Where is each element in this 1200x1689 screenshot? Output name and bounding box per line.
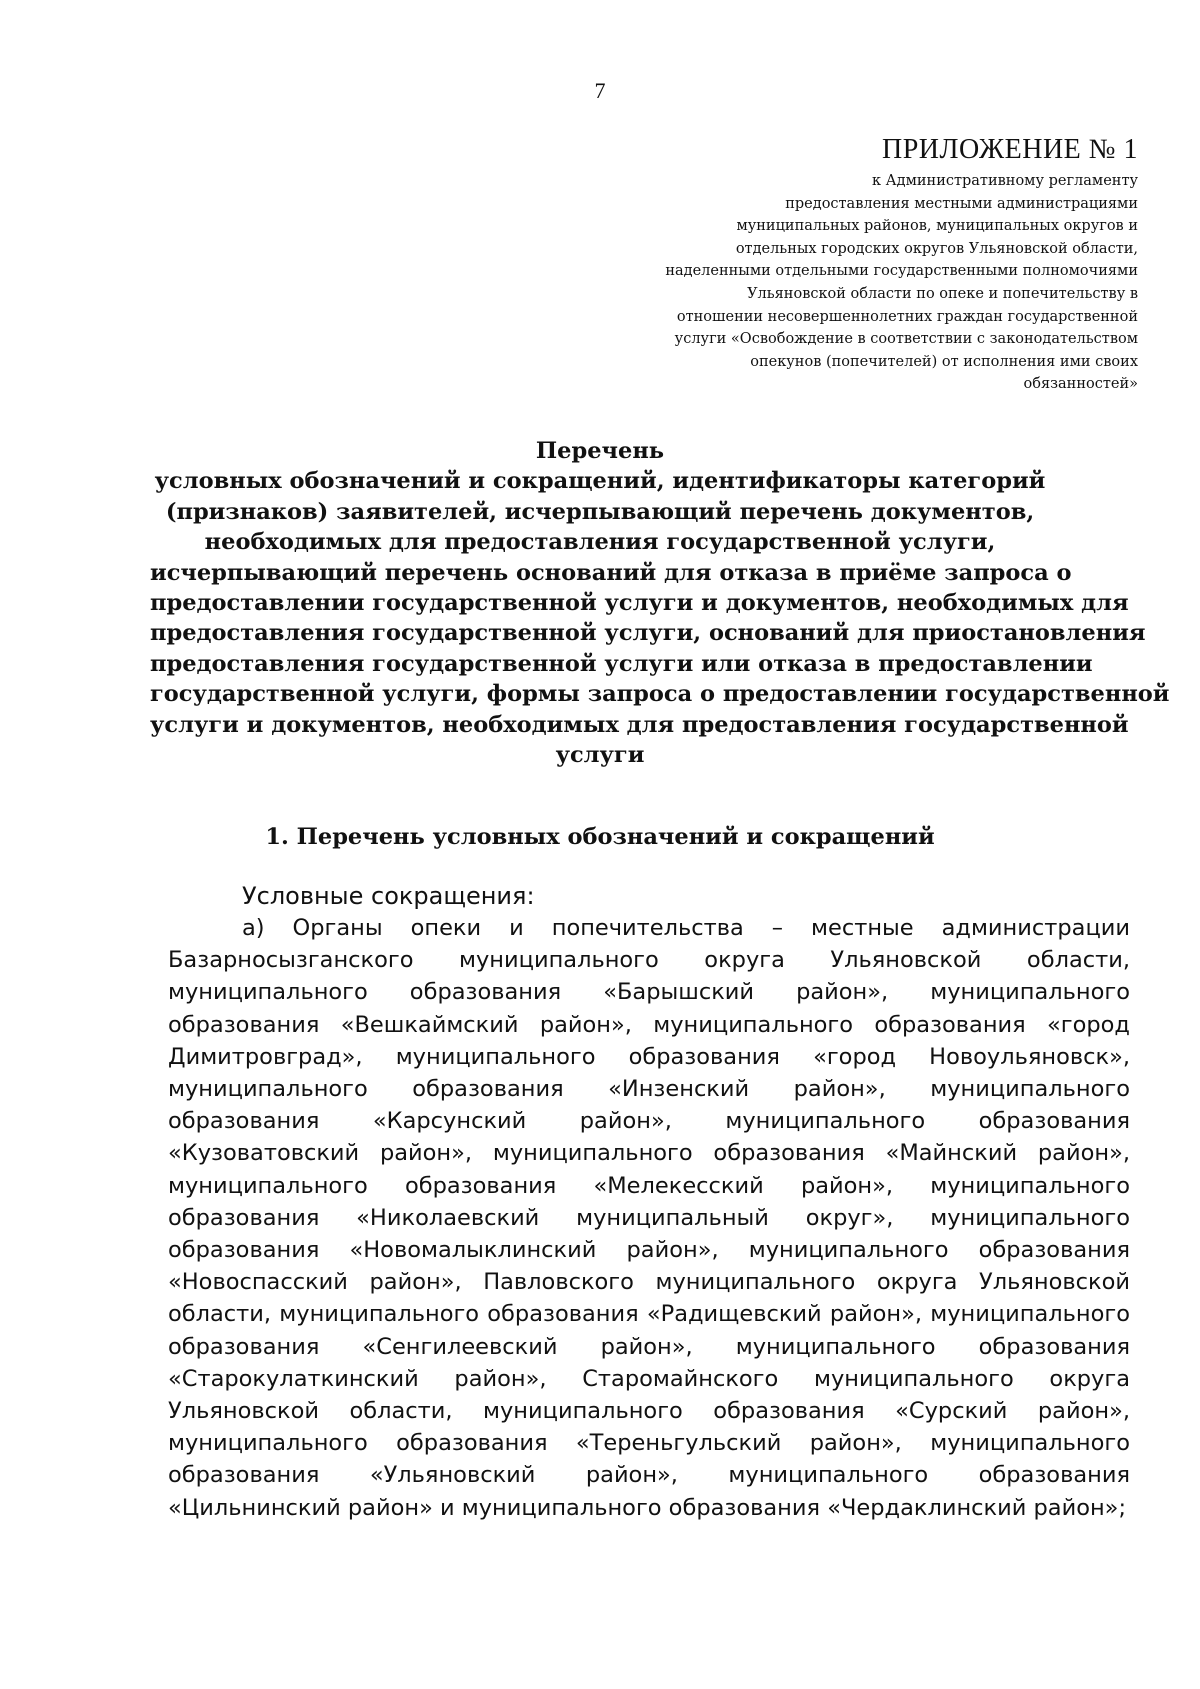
appendix-line: муниципальных районов, муниципальных округов и	[736, 218, 1138, 235]
paragraph-line: Димитровград», муниципального образования «город Новоульяновск»,	[168, 1043, 1130, 1070]
paragraph-line: Базарносызганского муниципального округа Ульяновской области,	[168, 947, 1130, 974]
paragraph-line: муниципального образования «Инзенский район», муниципального	[168, 1076, 1130, 1103]
paragraph-line: образования «Сенгилеевский район», муниципального образования	[168, 1333, 1130, 1360]
appendix-line: наделенными отдельными государственными полномочиями	[665, 263, 1138, 280]
paragraph-a	[168, 912, 1130, 1524]
document-title-line: услуги	[555, 742, 645, 769]
document-title-line: исчерпывающий перечень оснований для отказа в приёме запроса о	[150, 559, 1072, 586]
paragraph-line: образования «Ульяновский район», муниципального образования	[168, 1462, 1130, 1489]
appendix-line: отношении несовершеннолетних граждан государственной	[676, 308, 1138, 325]
paragraph-line: «Цильнинский район» и муниципального образования «Чердаклинский район»;	[168, 1494, 1127, 1521]
document-title-line: предоставлении государственной услуги и документов, необходимых для	[150, 590, 1129, 617]
abbreviations-label: Условные сокращения:	[242, 882, 535, 910]
paragraph-line: образования «Николаевский муниципальный округ», муниципального	[168, 1204, 1130, 1231]
document-title-line: предоставления государственной услуги или отказа в предоставлении	[150, 650, 1093, 677]
document-title-line: предоставления государственной услуги, оснований для приостановления	[150, 620, 1146, 647]
document-title-line: необходимых для предоставления государственной услуги,	[204, 529, 996, 556]
paragraph-line: «Новоспасский район», Павловского муниципального округа Ульяновской	[168, 1269, 1130, 1296]
document-title-line: (признаков) заявителей, исчерпывающий перечень документов,	[165, 498, 1035, 525]
section-heading: 1. Перечень условных обозначений и сокращений	[265, 824, 935, 850]
document-title-line: Перечень	[535, 438, 665, 464]
appendix-reference	[578, 170, 1138, 396]
paragraph-line: образования «Вешкаймский район», муниципального образования «город	[168, 1011, 1130, 1038]
appendix-line: услуги «Освобождение в соответствии с законодательством	[674, 331, 1138, 348]
appendix-line: Ульяновской области по опеке и попечительству в	[747, 285, 1138, 302]
paragraph-line: образования «Новомалыклинский район», муниципального образования	[168, 1237, 1130, 1264]
appendix-line: предоставления местными администрациями	[785, 195, 1138, 212]
appendix-header	[578, 132, 1138, 396]
paragraph-line: образования «Карсунский район», муниципального образования	[168, 1108, 1130, 1135]
appendix-title: ПРИЛОЖЕНИЕ № 1	[882, 134, 1138, 165]
paragraph-line: области, муниципального образования «Радищевский район», муниципального	[168, 1301, 1130, 1328]
page-number: 7	[594, 78, 606, 103]
appendix-line: обязанностей»	[1023, 376, 1138, 393]
paragraph-line: а) Органы опеки и попечительства – местные администрации	[242, 915, 1130, 941]
appendix-line: отдельных городских округов Ульяновской области,	[735, 240, 1138, 257]
paragraph-line: Ульяновской области, муниципального образования «Сурский район»,	[168, 1398, 1130, 1425]
paragraph-line: муниципального образования «Мелекесский район», муниципального	[168, 1172, 1130, 1199]
appendix-line: к Административному регламенту	[872, 173, 1138, 189]
paragraph-line: «Старокулаткинский район», Старомайнского муниципального округа	[168, 1365, 1130, 1392]
document-title	[150, 436, 1170, 770]
paragraph-line: муниципального образования «Барышский район», муниципального	[168, 979, 1130, 1006]
appendix-line: опекунов (попечителей) от исполнения ими своих	[750, 353, 1138, 370]
document-title-line: государственной услуги, формы запроса о предоставлении государственной	[150, 681, 1170, 708]
paragraph-line: «Кузоватовский район», муниципального образования «Майнский район»,	[168, 1140, 1130, 1167]
paragraph-line: муниципального образования «Тереньгульский район», муниципального	[168, 1430, 1130, 1457]
document-title-line: услуги и документов, необходимых для предоставления государственной	[150, 711, 1129, 738]
document-title-line: условных обозначений и сокращений, идентификаторы категорий	[154, 468, 1046, 495]
